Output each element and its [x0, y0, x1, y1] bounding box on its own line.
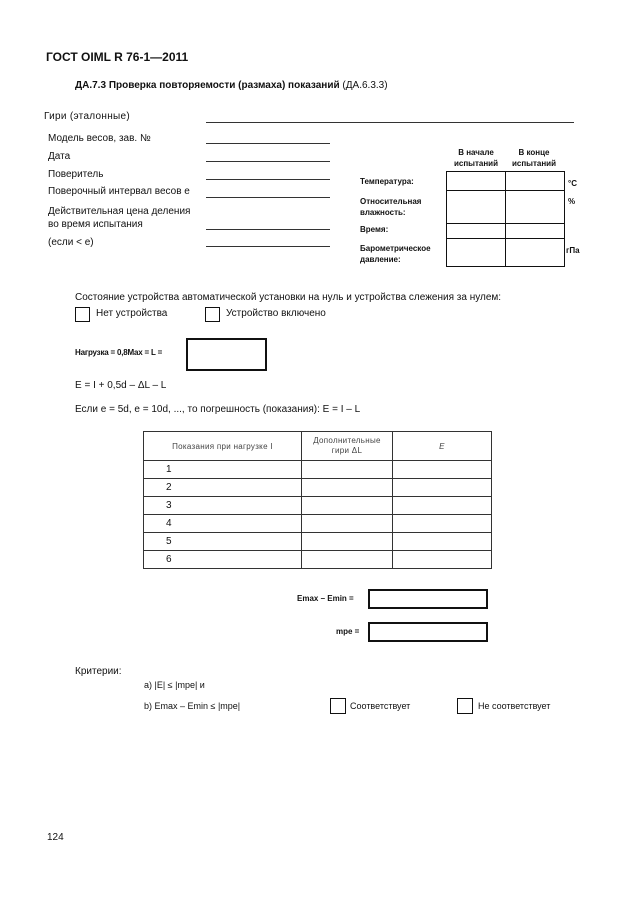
- cell-error[interactable]: [393, 479, 492, 497]
- env-pressure-label-1: Барометрическое: [360, 244, 431, 253]
- interval-field[interactable]: [206, 197, 330, 198]
- criteria-title: Критерии:: [75, 666, 122, 677]
- env-humidity-end[interactable]: [506, 191, 565, 224]
- env-time-start[interactable]: [447, 224, 506, 239]
- doc-id: ГОСТ OIML R 76-1—2011: [46, 50, 189, 64]
- env-col-start-line1: В начале: [458, 148, 494, 157]
- col-header-indication: Показания при нагрузке I: [144, 432, 302, 461]
- cell-error[interactable]: [393, 515, 492, 533]
- device-on-label: Устройство включено: [226, 308, 326, 319]
- date-field[interactable]: [206, 161, 330, 162]
- env-temp-label: Температура:: [360, 177, 414, 186]
- mpe-label: mpe =: [336, 627, 360, 636]
- environment-table: [446, 171, 565, 267]
- criterion-a: a) |E| ≤ |mpe| и: [144, 680, 205, 690]
- pass-label: Соответствует: [350, 701, 411, 711]
- env-col-end-line1: В конце: [518, 148, 550, 157]
- actual-division-field[interactable]: [206, 229, 330, 230]
- range-label: Emax – Emin =: [297, 594, 354, 603]
- row-number[interactable]: 3: [144, 497, 302, 515]
- env-col-end-header: [505, 147, 563, 169]
- env-humidity-label-2: влажность:: [360, 208, 406, 217]
- range-value-box[interactable]: [368, 589, 488, 609]
- table-row: [144, 533, 492, 551]
- pass-checkbox[interactable]: [330, 698, 346, 714]
- env-col-start-header: [447, 147, 505, 169]
- model-label: Модель весов, зав. №: [48, 133, 151, 144]
- env-pressure-label-2: давление:: [360, 255, 401, 264]
- fail-label: Не соответствует: [478, 701, 551, 711]
- env-col-start-line2: испытаний: [453, 159, 499, 168]
- cell-error[interactable]: [393, 533, 492, 551]
- env-temp-start[interactable]: [447, 172, 506, 191]
- verifier-label: Поверитель: [48, 169, 104, 180]
- cell-error[interactable]: [393, 551, 492, 569]
- interval-label: Поверочный интервал весов e: [48, 186, 190, 197]
- section-heading: [75, 80, 388, 91]
- date-label: Дата: [48, 151, 71, 162]
- col-header-extra-weights-line1: Дополнительные: [313, 436, 381, 445]
- criterion-b: b) Emax – Emin ≤ |mpe|: [144, 701, 241, 711]
- table-row: [144, 479, 492, 497]
- cell-extra-weights[interactable]: [302, 479, 393, 497]
- error-formula: E = I + 0,5d – ΔL – L: [75, 380, 167, 391]
- table-row: [144, 515, 492, 533]
- col-header-extra-weights: [302, 432, 393, 461]
- actual-division-label-3: (если < e): [48, 237, 94, 248]
- repeatability-table: [143, 431, 492, 569]
- col-header-error: E: [393, 432, 492, 461]
- verifier-field[interactable]: [206, 179, 330, 180]
- section-ref: (ДА.6.3.3): [342, 80, 388, 91]
- cell-extra-weights[interactable]: [302, 551, 393, 569]
- load-value-box[interactable]: [186, 338, 267, 371]
- model-field[interactable]: [206, 143, 330, 144]
- env-temp-end[interactable]: [506, 172, 565, 191]
- env-humidity-label-1: Относительная: [360, 197, 422, 206]
- env-pressure-unit: гПа: [566, 246, 580, 255]
- env-time-end[interactable]: [506, 224, 565, 239]
- row-number[interactable]: 5: [144, 533, 302, 551]
- actual-division-label-1: Действительная цена деления: [48, 206, 191, 217]
- row-number[interactable]: 6: [144, 551, 302, 569]
- weights-field[interactable]: [206, 122, 574, 123]
- cell-extra-weights[interactable]: [302, 515, 393, 533]
- cell-error[interactable]: [393, 461, 492, 479]
- actual-division-field-2[interactable]: [206, 246, 330, 247]
- env-humidity-unit: %: [568, 197, 576, 206]
- table-row: [144, 461, 492, 479]
- cell-extra-weights[interactable]: [302, 461, 393, 479]
- cell-extra-weights[interactable]: [302, 533, 393, 551]
- env-pressure-start[interactable]: [447, 239, 506, 267]
- col-header-extra-weights-line2: гири ΔL: [331, 446, 363, 455]
- no-device-checkbox[interactable]: [75, 307, 90, 322]
- cell-extra-weights[interactable]: [302, 497, 393, 515]
- actual-division-label-2: во время испытания: [48, 219, 143, 230]
- page-number: 124: [47, 832, 64, 843]
- error-formula-conditional: Если e = 5d, e = 10d, ..., то погрешность (показания): E = I – L: [75, 404, 361, 415]
- row-number[interactable]: 2: [144, 479, 302, 497]
- weights-label: Гири (эталонные): [44, 111, 131, 122]
- device-on-checkbox[interactable]: [205, 307, 220, 322]
- row-number[interactable]: 1: [144, 461, 302, 479]
- zero-device-title: Состояние устройства автоматической установки на нуль и устройства слежения за нулем:: [75, 292, 502, 303]
- fail-checkbox[interactable]: [457, 698, 473, 714]
- no-device-label: Нет устройства: [96, 308, 168, 319]
- env-pressure-end[interactable]: [506, 239, 565, 267]
- mpe-value-box[interactable]: [368, 622, 488, 642]
- table-row: [144, 497, 492, 515]
- row-number[interactable]: 4: [144, 515, 302, 533]
- env-col-end-line2: испытаний: [511, 159, 557, 168]
- env-time-label: Время:: [360, 225, 389, 234]
- table-row: [144, 551, 492, 569]
- cell-error[interactable]: [393, 497, 492, 515]
- section-number: ДА.7.3: [75, 80, 107, 91]
- section-title: Проверка повторяемости (размаха) показаний: [108, 80, 340, 91]
- env-humidity-start[interactable]: [447, 191, 506, 224]
- env-temp-unit: °С: [568, 179, 577, 188]
- load-label: Нагрузка = 0,8Max = L =: [75, 348, 163, 357]
